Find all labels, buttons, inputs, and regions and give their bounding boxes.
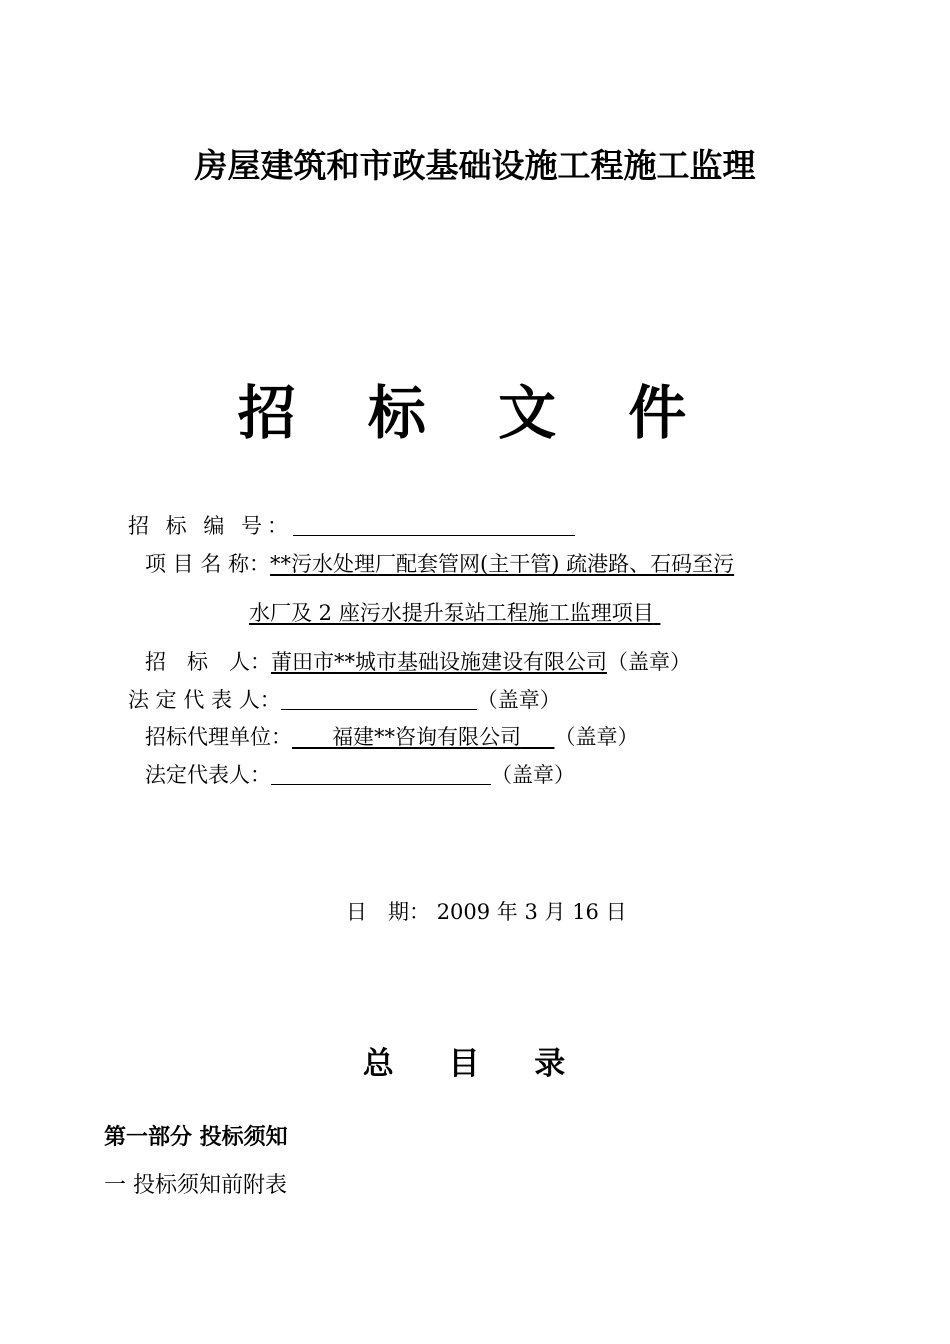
project-name-continued-row xyxy=(249,597,660,627)
date-row xyxy=(346,896,627,926)
project-name-line-1: **污水处理厂配套管网(主干管) 疏港路、石码至污 xyxy=(270,552,735,576)
agent-seal: （盖章） xyxy=(554,725,639,749)
date-label: 日 期： xyxy=(346,900,430,924)
legal-rep-blank-2 xyxy=(271,762,491,785)
date-value: 2009 年 3 月 16 日 xyxy=(436,900,627,924)
bid-number-blank xyxy=(293,513,575,536)
legal-rep-row-2 xyxy=(145,759,575,789)
document-type-heading: 招 标 文 件 xyxy=(237,379,713,447)
bid-number-label: 招 标 编 号： xyxy=(128,514,294,538)
project-name-label: 项 目 名 称： xyxy=(145,552,271,576)
toc-item-1: 一 投标须知前附表 xyxy=(104,1173,287,1198)
agent-label: 招标代理单位： xyxy=(145,725,292,749)
legal-rep-row-1 xyxy=(128,684,561,714)
document-title: 房屋建筑和市政基础设施工程施工监理 xyxy=(194,146,756,185)
tenderer-value: 莆田市**城市基础设施建设有限公司 xyxy=(271,650,607,674)
project-name-line-2: 水厂及 2 座污水提升泵站工程施工监理项目 xyxy=(249,601,654,625)
legal-rep-label-1: 法 定 代 表 人： xyxy=(128,688,281,712)
bid-number-row xyxy=(128,510,575,540)
project-name-row xyxy=(145,548,734,578)
toc-part-1: 第一部分 投标须知 xyxy=(104,1124,288,1150)
tenderer-seal: （盖章） xyxy=(607,650,691,674)
legal-rep-label-2: 法定代表人： xyxy=(145,763,271,787)
legal-rep-blank-1 xyxy=(281,687,477,710)
tenderer-row xyxy=(145,646,691,676)
tenderer-label: 招 标 人： xyxy=(145,650,271,674)
legal-rep-seal-1: （盖章） xyxy=(476,688,561,712)
legal-rep-seal-2: （盖章） xyxy=(491,763,575,787)
toc-title: 总 目 录 xyxy=(362,1046,588,1082)
agent-value: 福建**咨询有限公司 xyxy=(332,725,522,749)
agent-row xyxy=(145,721,638,751)
